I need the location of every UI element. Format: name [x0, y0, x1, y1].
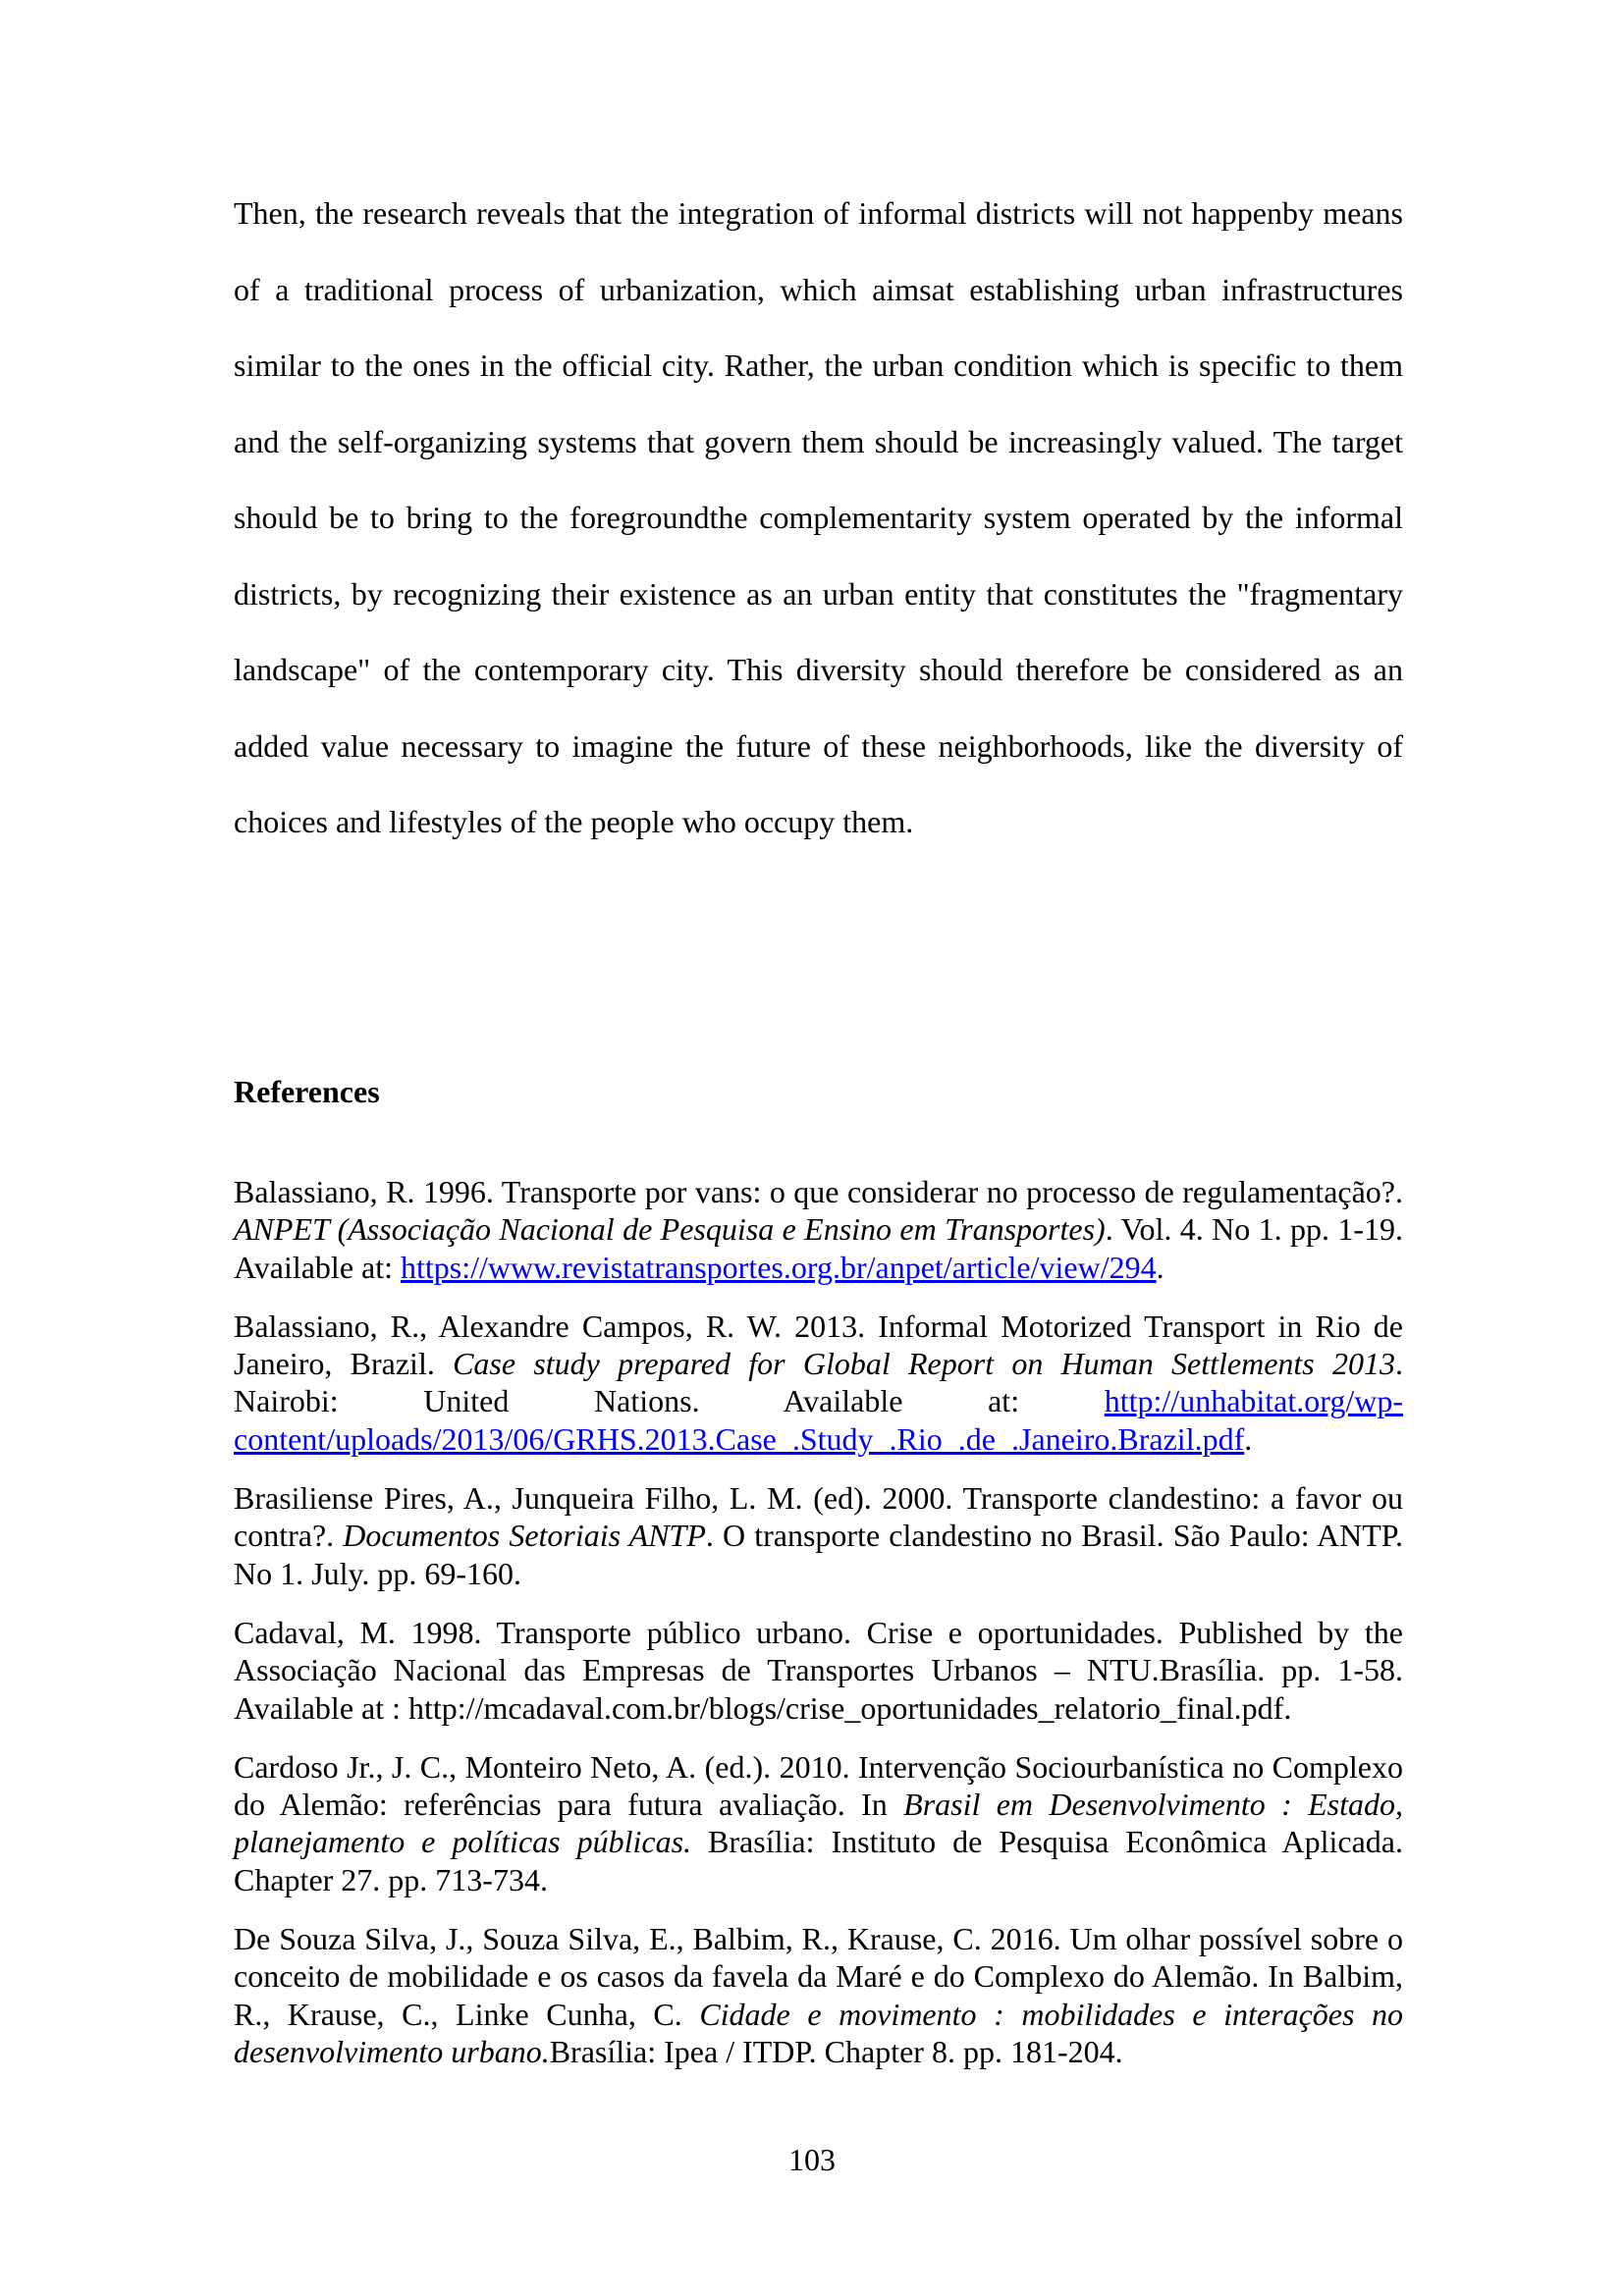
reference-text: . Vol. 4. No 1. pp. 1-19. Available at:	[234, 1211, 1403, 1285]
reference-link[interactable]: https://www.revistatransportes.org.br/anpet/article/view/294	[401, 1249, 1157, 1285]
reference-entry	[234, 1614, 1403, 1727]
reference-entry	[234, 1748, 1403, 1898]
reference-entry	[234, 1308, 1403, 1458]
reference-entry	[234, 1920, 1403, 2070]
reference-link[interactable]: http://unhabitat.org/wp-content/uploads/2013/06/GRHS.2013.Case_.Study_.Rio_.de_.Janeiro.Brazil.pdf	[234, 1383, 1403, 1457]
reference-title-italic: Brasil em Desenvolvimento : Estado, planejamento e políticas públicas.	[234, 1787, 1404, 1860]
reference-title-italic: ANPET (Associação Nacional de Pesquisa e Ensino em Transportes)	[234, 1211, 1106, 1248]
body-paragraph: Then, the research reveals that the integration of informal districts will not happenby means of a traditional process of urbanization, which aimsat establishing urban infrastructures similar to the ones in the official city. Rather, the urban condition which is specific to them and the self-organizing systems that govern them should be increasingly valued. The target should be to bring to the foregroundthe complementarity system operated by the informal districts, by recognizing their existence as an urban entity that constitutes the "fragmentary landscape" of the contemporary city. This diversity should therefore be considered as an added value necessary to imagine the future of these neighborhoods, like the diversity of choices and lifestyles of the people who occupy them.	[234, 195, 1403, 839]
page-number: 103	[788, 2142, 836, 2177]
reference-text: .	[1156, 1249, 1164, 1285]
reference-text: Cadaval, M. 1998. Transporte público urbano. Crise e oportunidades. Published by the Associação Nacional das Empresas de Transportes Urbanos – NTU.Brasília. pp. 1-58. Available at : http://mcadaval.com.br/blogs/crise_oportunidades_relatorio_final.pdf.	[234, 1614, 1403, 1726]
reference-text: Brasiliense Pires, A., Junqueira Filho, L. M. (ed). 2000. Transporte clandestino: a favor ou contra?.	[234, 1480, 1403, 1554]
reference-text: .	[1244, 1420, 1253, 1457]
reference-entry	[234, 1173, 1403, 1286]
reference-text: Balassiano, R., Alexandre Campos, R. W. 2013. Informal Motorized Transport in Rio de Janeiro, Brazil.	[234, 1308, 1403, 1382]
reference-text: Brasília: Instituto de Pesquisa Econômica Aplicada. Chapter 27. pp. 713-734.	[234, 1824, 1404, 1897]
reference-text: . Nairobi: United Nations. Available at:	[234, 1346, 1404, 1419]
reference-title-italic: Cidade e movimento : mobilidades e interações no desenvolvimento urbano.	[234, 1996, 1403, 2069]
reference-text: Balassiano, R. 1996. Transporte por vans: o que considerar no processo de regulamentação?.	[234, 1174, 1403, 1209]
reference-text: Brasília: Ipea / ITDP. Chapter 8. pp. 181-204.	[549, 2033, 1123, 2069]
reference-entry	[234, 1479, 1403, 1592]
references-list	[234, 1173, 1403, 2092]
reference-title-italic: Case study prepared for Global Report on Human Settlements 2013	[453, 1346, 1396, 1382]
reference-text: De Souza Silva, J., Souza Silva, E., Balbim, R., Krause, C. 2016. Um olhar possível sobre o conceito de mobilidade e os casos da favela da Maré e do Complexo do Alemão. In Balbim, R., Krause, C., Linke Cunha, C.	[234, 1921, 1403, 2032]
reference-title-italic: Documentos Setoriais ANTP	[343, 1518, 706, 1554]
references-heading: References	[234, 1074, 380, 1109]
reference-text: Cardoso Jr., J. C., Monteiro Neto, A. (ed.). 2010. Intervenção Sociourbanística no Complexo do Alemão: referências para futura avaliação. In	[234, 1748, 1403, 1823]
reference-text: . O transporte clandestino no Brasil. São Paulo: ANTP. No 1. July. pp. 69-160.	[234, 1518, 1404, 1591]
